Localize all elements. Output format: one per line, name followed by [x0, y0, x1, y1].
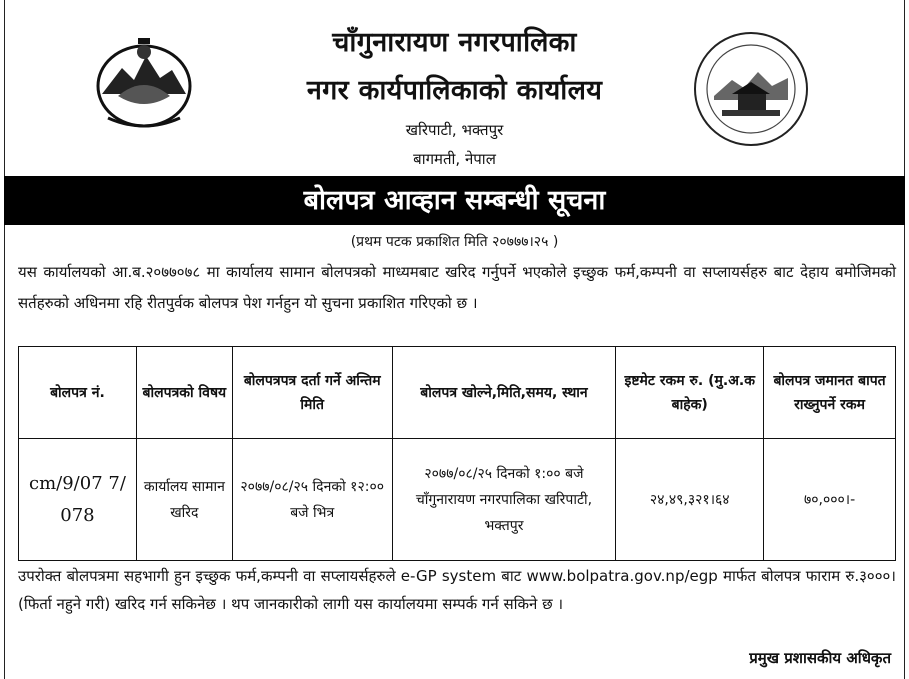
header-bid-security: बोलपत्र जमानत बापत राख्नुपर्ने रकम: [764, 347, 896, 439]
tender-table: [18, 346, 896, 561]
header-subject: बोलपत्रको विषय: [136, 347, 232, 439]
table-row: [19, 439, 896, 561]
tender-subject: कार्यालय सामान खरिद: [136, 439, 232, 561]
published-date: (प्रथम पटक प्रकाशित मिति २०७७७।२५ ): [350, 234, 559, 250]
header-submission-deadline: बोलपत्रपत्र दर्ता गर्ने अन्तिम मिति: [232, 347, 392, 439]
opening-details: २०७७/०८/२५ दिनको १:०० बजे चाँगुनारायण नगरपालिका खरिपाटी, भक्तपुर: [392, 439, 616, 561]
intro-paragraph: यस कार्यालयको आ.ब.२०७७०७८ मा कार्यालय सामान बोलपत्रको माध्यमबाट खरिद गर्नुपर्ने भएकोले इच्छुक फर्म,कम्पनी वा सप्लायर्सहरु बाट देहाय बमोजिमको सर्तहरुको अधिनमा रहि रीतपुर्वक बोलपत्र पेश गर्नहुन यो सुचना प्रकाशित गरिएको छ ।: [18, 263, 896, 312]
estimated-amount: २४,४९,३२१।६४: [616, 439, 764, 561]
signature-title: प्रमुख प्रशासकीय अधिकृत: [749, 649, 891, 667]
notice-banner: बोलपत्र आव्हान सम्बन्धी सूचना: [4, 176, 905, 225]
table-header-row: [19, 347, 896, 439]
header-opening-details: बोलपत्र खोल्ने,मिति,समय, स्थान: [392, 347, 616, 439]
address-line-1: खरिपाटी, भक्तपुर: [405, 121, 504, 139]
bid-security-amount: ७०,०००।-: [764, 439, 896, 561]
address-line-2: बागमती, नेपाल: [413, 150, 496, 168]
header-tender-number: बोलपत्र नं.: [19, 347, 137, 439]
tender-number: cm/9/07 7/ 078: [19, 439, 137, 561]
outro-paragraph: उपरोक्त बोलपत्रमा सहभागी हुन इच्छुक फर्म,कम्पनी वा सप्लायर्सहरुले e-GP system बाट www.bolpatra.gov.np/egp मार्फत बोलपत्र फाराम रु.३०००। (फिर्ता नहुने गरी) खरिद गर्न सकिनेछ । थप जानकारीको लागी यस कार्यालयमा सम्पर्क गर्न सकिने छ ।: [18, 567, 896, 613]
changunarayan-municipality-logo: [692, 30, 810, 148]
municipality-title: चाँगुनारायण नगरपालिका: [332, 27, 577, 58]
submission-deadline: २०७७/०८/२५ दिनको १२:०० बजे भित्र: [232, 439, 392, 561]
header-estimated-amount: इष्टमेट रकम रु. (मु.अ.क बाहेक): [616, 347, 764, 439]
office-title: नगर कार्यपालिकाको कार्यालय: [306, 75, 603, 106]
